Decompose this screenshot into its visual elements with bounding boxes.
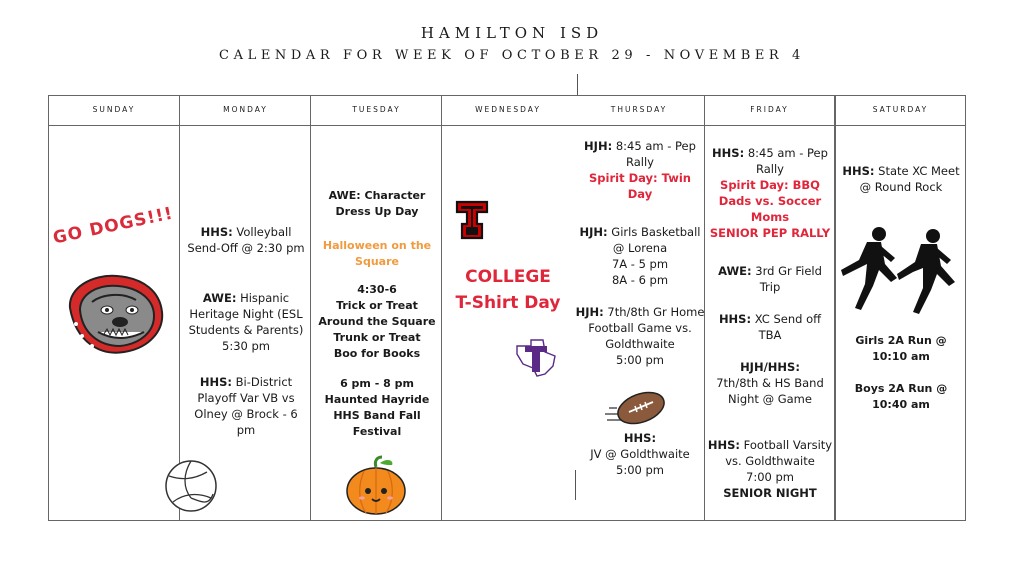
- event-text: AWE: Character Dress Up Day: [328, 189, 426, 218]
- friday-events: [707, 145, 833, 501]
- event-time: 6 pm - 8 pm: [340, 377, 414, 390]
- event-text: Hispanic Heritage Night (ESL Students & Parents) 5:30 pm: [188, 291, 304, 353]
- day-thursday: THURSDAY: [610, 105, 668, 114]
- monday-events: [184, 224, 308, 453]
- senior-night: SENIOR NIGHT: [723, 486, 817, 500]
- event-school: AWE:: [718, 264, 752, 278]
- bulldog-mascot-icon: [62, 268, 172, 358]
- event-text: Girls 2A Run @ 10:10 am: [855, 334, 947, 363]
- event-school: HJH:: [575, 305, 604, 319]
- tshirt-line: T-Shirt Day: [455, 293, 561, 313]
- event-school: AWE:: [202, 291, 237, 305]
- event-text: 7th/8th & HS Band Night @ Game: [716, 376, 824, 406]
- day-saturday: SATURDAY: [872, 105, 929, 114]
- football-icon: [603, 384, 669, 430]
- volleyball-icon: [163, 458, 219, 514]
- event-time: 5:00 pm: [616, 353, 664, 367]
- college-line: COLLEGE: [465, 267, 551, 287]
- event-text: XC Send off TBA: [751, 312, 822, 342]
- event-school: HHS:: [199, 375, 232, 389]
- event-text: Girls Basketball @ Lorena: [607, 225, 701, 255]
- spirit-day: Spirit Day: Twin Day: [589, 171, 691, 201]
- senior-pep-rally: SENIOR PEP RALLY: [709, 226, 831, 240]
- event-school: HHS:: [718, 312, 752, 326]
- event-text: Haunted Hayride: [324, 393, 430, 406]
- event-text: 8:45 am - Pep Rally: [612, 139, 696, 169]
- saturday-events: [838, 163, 964, 195]
- event-text: Halloween on the Square: [322, 239, 432, 268]
- day-tuesday: TUESDAY: [352, 105, 401, 114]
- event-time: 8A - 6 pm: [611, 273, 669, 287]
- runners-icon: [837, 224, 959, 316]
- event-time: 7:00 pm: [746, 470, 794, 484]
- event-text: HHS Band Fall Festival: [333, 409, 421, 438]
- go-dogs-slogan: GO DOGS!!!: [51, 203, 176, 249]
- spirit-day: Spirit Day: BBQ Dads vs. Soccer Moms: [718, 178, 822, 224]
- event-text: Volleyball Send-Off @ 2:30 pm: [187, 225, 305, 255]
- district-title: HAMILTON ISD: [420, 24, 604, 42]
- event-school: HHS:: [623, 431, 657, 445]
- event-school: HHS:: [842, 164, 875, 178]
- event-school: HHS:: [707, 438, 741, 452]
- event-text: Football Varsity vs. Goldthwaite: [725, 438, 833, 468]
- event-school: HHS:: [712, 146, 745, 160]
- event-text: JV @ Goldthwaite: [590, 447, 690, 461]
- event-text: 8:45 am - Pep Rally: [744, 146, 828, 176]
- college-tshirt-day: [446, 264, 570, 316]
- event-time: 4:30-6: [357, 283, 397, 296]
- texas-tech-logo-icon: [455, 200, 489, 240]
- event-time: 5:00 pm: [616, 463, 664, 477]
- day-friday: FRIDAY: [750, 105, 789, 114]
- event-text: Boo for Books: [333, 347, 421, 360]
- event-text: Boys 2A Run @ 10:40 am: [854, 382, 948, 411]
- pumpkin-icon: [344, 455, 408, 517]
- event-text: 3rd Gr Field Trip: [751, 264, 822, 294]
- event-school: HJH/HHS:: [740, 360, 800, 374]
- event-school: HHS:: [200, 225, 233, 239]
- event-text: Trunk or Treat: [333, 331, 421, 344]
- divider: [577, 74, 578, 96]
- event-text: State XC Meet @ Round Rock: [859, 164, 960, 194]
- calendar-subtitle: CALENDAR FOR WEEK OF OCTOBER 29 - NOVEMBER 4: [219, 48, 805, 63]
- event-time: 7A - 5 pm: [611, 257, 669, 271]
- tuesday-events: [315, 188, 439, 440]
- day-sunday: SUNDAY: [92, 105, 136, 114]
- saturday-runs: [838, 333, 964, 413]
- tarleton-logo-icon: [513, 338, 559, 378]
- event-text: Bi-District Playoff Var VB vs Olney @ Brock - 6 pm: [194, 375, 298, 437]
- event-school: HJH:: [584, 139, 613, 153]
- event-school: HJH:: [579, 225, 608, 239]
- day-wednesday: WEDNESDAY: [475, 105, 541, 114]
- event-text: Trick or Treat Around the Square: [318, 299, 436, 328]
- day-monday: MONDAY: [223, 105, 268, 114]
- event-text: 7th/8th Gr Home Football Game vs. Goldthwaite: [588, 305, 705, 351]
